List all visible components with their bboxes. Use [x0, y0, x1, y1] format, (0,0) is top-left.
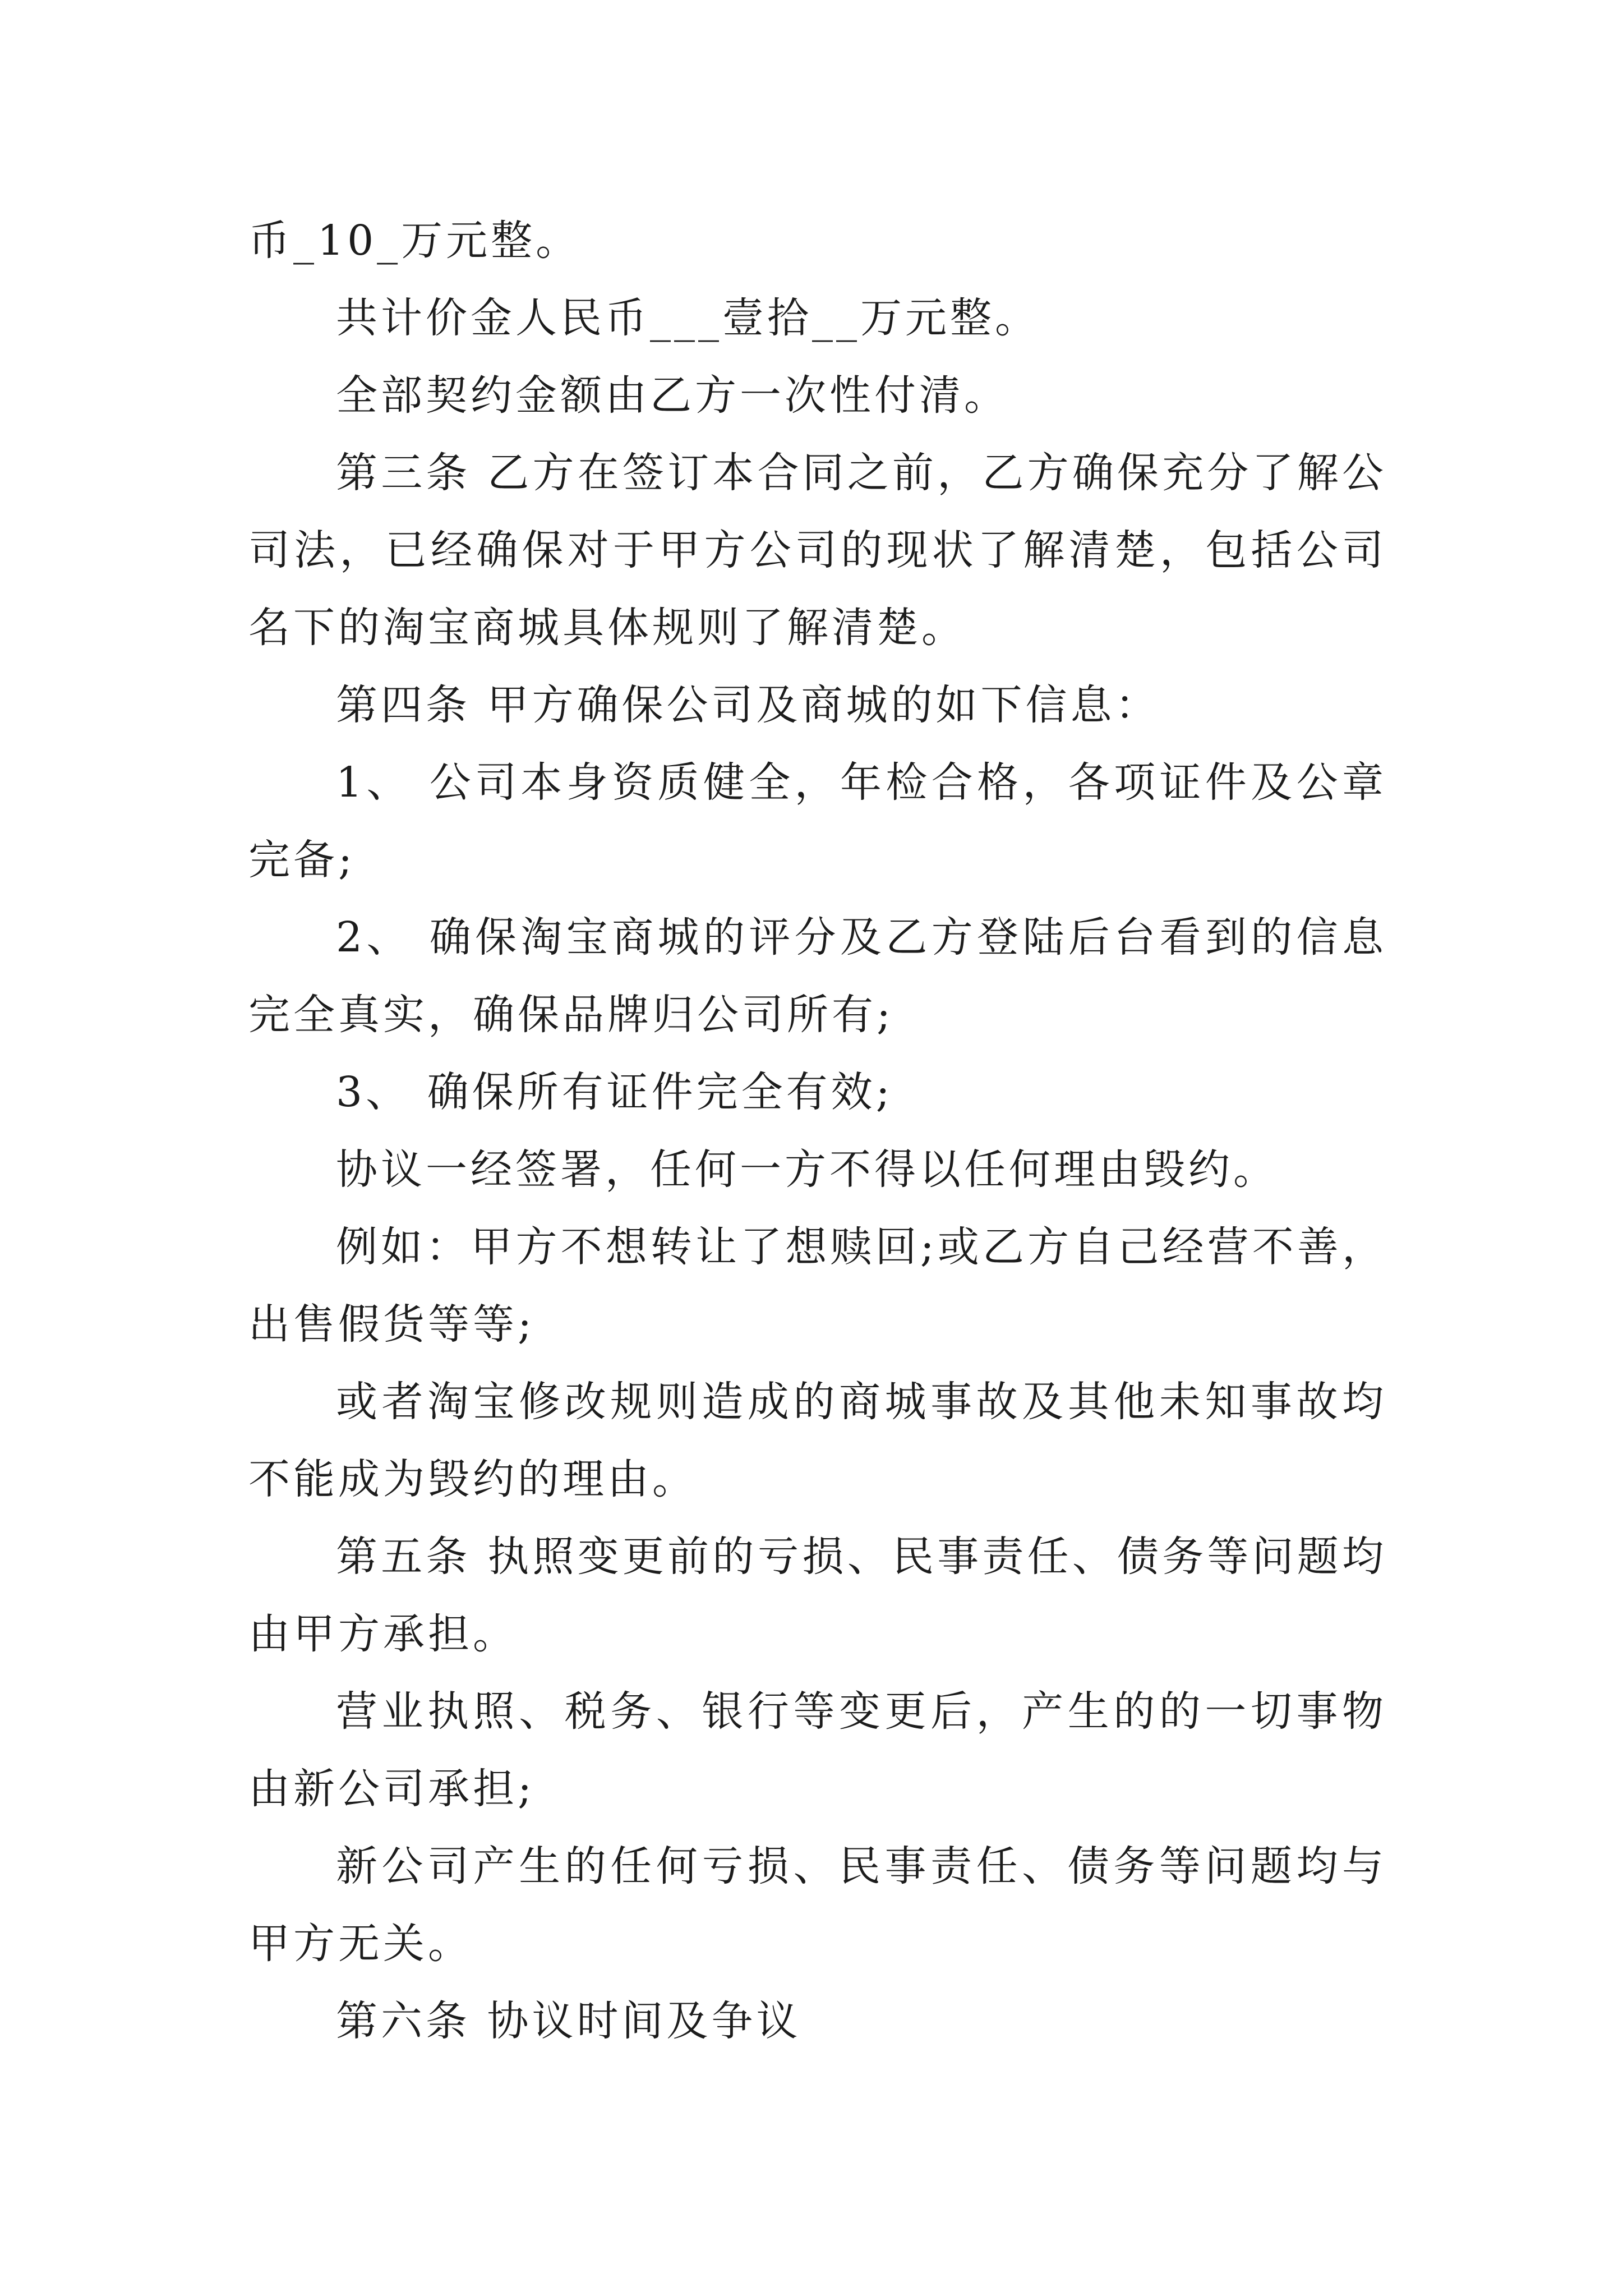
paragraph-after-change: 营业执照、税务、银行等变更后，产生的的一切事物由新公司承担;	[248, 1687, 1387, 1813]
paragraph-article-6: 第六条 协议时间及争议	[336, 1997, 801, 2045]
paragraph-amount-continued: 币_10_万元整。	[248, 217, 581, 265]
paragraph-article-5: 第五条 执照变更前的亏损、民事责任、债务等问题均由甲方承担。	[248, 1533, 1387, 1658]
paragraph-taobao-rules: 或者淘宝修改规则造成的商城事故及其他未知事故均不能成为毁约的理由。	[248, 1378, 1387, 1503]
paragraph-item-1: 1、 公司本身资质健全，年检合格，各项证件及公章完备;	[248, 758, 1387, 884]
paragraph-article-3: 第三条 乙方在签订本合同之前，乙方确保充分了解公司法，已经确保对于甲方公司的现状了解清楚，包括公司名下的淘宝商城具体规则了解清楚。	[248, 449, 1387, 652]
document-body	[248, 202, 1387, 2060]
paragraph-examples: 例如：甲方不想转让了想赎回;或乙方自己经营不善，出售假货等等;	[248, 1223, 1387, 1349]
paragraph-item-2: 2、 确保淘宝商城的评分及乙方登陆后台看到的信息完全真实，确保品牌归公司所有;	[248, 913, 1387, 1039]
paragraph-item-3: 3、 确保所有证件完全有效;	[336, 1068, 893, 1116]
paragraph-no-breach: 协议一经签署，任何一方不得以任何理由毁约。	[336, 1145, 1278, 1194]
paragraph-payment: 全部契约金额由乙方一次性付清。	[336, 371, 1009, 420]
paragraph-article-4: 第四条 甲方确保公司及商城的如下信息：	[336, 681, 1160, 729]
paragraph-total-price: 共计价金人民币___壹拾__万元整。	[336, 294, 1040, 342]
paragraph-new-company: 新公司产生的任何亏损、民事责任、债务等问题均与甲方无关。	[248, 1842, 1387, 1968]
